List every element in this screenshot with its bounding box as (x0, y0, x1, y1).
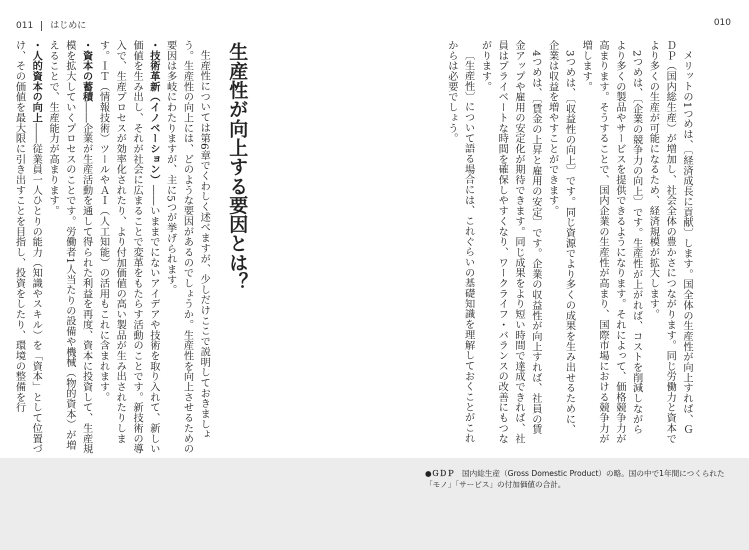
footnote-text: 国内総生産（Gross Domestic Product）の略。国の中で1年間につくられた「モノ」「サービス」の付加価値の合計。 (425, 469, 725, 489)
body-paragraph: 2つめは、〔企業の競争力の向上〕です。生産性が上がれば、コストを削減しながらより多くの製品やサービスを提供できるようになります。それによって、価格競争力が高まります。そうすることで、国内企業の生産性が高まり、国際市場における競争力が増します。 (580, 40, 642, 444)
list-item-text: ――従業員一人ひとりの能力（知識やスキル）を「資本」として位置づけ、その価値を最大限に引き出すことを目指し、投資をしたり、環境の整備を行 (13, 40, 42, 454)
right-page-body (378, 40, 694, 445)
body-paragraph: 3つめは、〔収益性の向上〕です。同じ資源でより多くの成果を生み出せるために、企業は収益を増やすことができます。 (546, 40, 575, 435)
right-page-header (714, 18, 731, 28)
left-page-body (13, 40, 265, 460)
list-item-label: ・人的資本の向上 (30, 40, 42, 123)
footnote-term: ●ＧＤＰ (425, 469, 455, 478)
list-item-label: ・資本の蓄積 (80, 40, 92, 103)
list-item-text: ――いままでにないアイデアや技術を取り入れて、新しい価値を生み出し、それが社会に広まることで変革をもたらす活動のことです。新技術の導入で、生産プロセスが効率化されたり、より付加価値の高い製品が生み出されたりします。ＩＴ（情報技術）ツールやＡＩ（人工知能）の活用もこれに含まれます。 (97, 40, 159, 454)
list-item-text: ――企業が生産活動を通して得られた利益を再度、資本に投資して、生産規模を拡大していくプロセスのことです。労働者1人当たりの設備や機械（物的資本）が増えることで、生産能力が高まります。 (47, 40, 92, 454)
footnote (425, 468, 730, 490)
header-divider (41, 21, 42, 31)
body-paragraph: 4つめは、〔賃金の上昇と雇用の安定〕です。企業の収益性が向上すれば、社員の賃金アップや雇用の安定化が期待できます。同じ成果をより短い時間で達成できれば、社員はプライベートな時間を確保しやすくなり、ワークライフ・バランスの改善にもつながります。 (479, 40, 541, 444)
list-item-label: ・技術革新（イノベーション） (147, 40, 159, 185)
left-page-header (16, 18, 86, 31)
intro-paragraph: 生産性については第6章でくわしく述べますが、少しだけここで説明しておきましょう。生産性の向上には、どのような要因があるのでしょうか。生産性を向上させるための要因は多岐にわたりますが、主に5つが挙げられます。 (164, 40, 210, 454)
section-heading: 生産性が向上する要因とは？ (226, 42, 249, 291)
left-page-number: 011 (16, 21, 34, 31)
list-item (10, 40, 44, 460)
body-paragraph: 〔生産性〕について語る場合には、これぐらいの基礎知識を理解しておくことがこれからは必要でしょう。 (445, 40, 474, 444)
right-page-number: 010 (713, 18, 731, 28)
body-paragraph: メリットの1つめは、〔経済成長に貢献〕します。国全体の生産性が向上すれば、ＧＤＰ（国内総生産）が増加し、社会全体の豊かさにつながります。同じ労働力と資本でより多くの生産が可能になるため、経済規模が拡大します。 (647, 40, 692, 444)
list-item (94, 40, 161, 460)
list-item (43, 40, 93, 460)
left-section-title: はじめに (50, 21, 87, 31)
